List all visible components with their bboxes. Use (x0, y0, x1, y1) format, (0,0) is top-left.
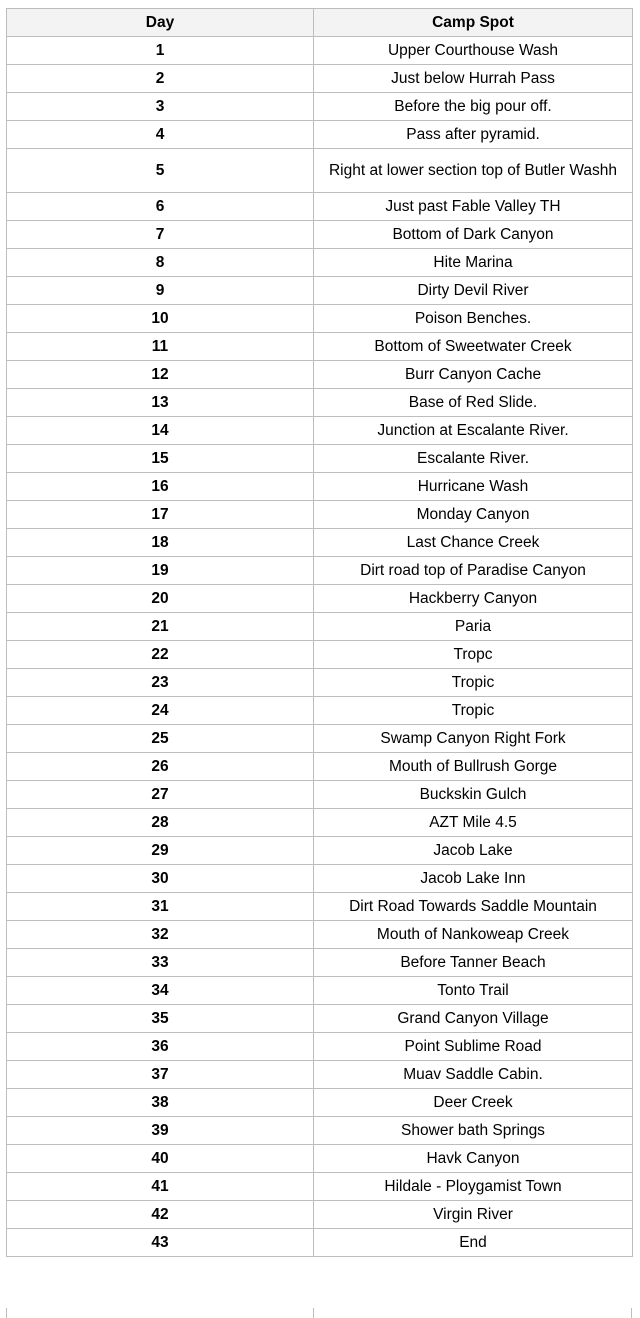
camp-spot-cell[interactable]: Shower bath Springs (314, 1117, 633, 1145)
camp-spot-cell[interactable]: Dirty Devil River (314, 277, 633, 305)
table-row (7, 641, 633, 669)
camp-spot-cell[interactable]: Bottom of Dark Canyon (314, 221, 633, 249)
day-cell[interactable]: 11 (7, 333, 314, 361)
table-row (7, 333, 633, 361)
camp-spot-cell[interactable]: Grand Canyon Village (314, 1005, 633, 1033)
camp-spot-cell[interactable]: Before the big pour off. (314, 93, 633, 121)
grid-line (313, 1308, 314, 1318)
camp-schedule-table (6, 8, 633, 1257)
table-row (7, 149, 633, 193)
camp-spot-cell[interactable]: Tonto Trail (314, 977, 633, 1005)
day-cell[interactable]: 28 (7, 809, 314, 837)
camp-spot-cell[interactable]: Mouth of Bullrush Gorge (314, 753, 633, 781)
camp-spot-cell[interactable]: Bottom of Sweetwater Creek (314, 333, 633, 361)
camp-spot-cell[interactable]: Muav Saddle Cabin. (314, 1061, 633, 1089)
camp-spot-cell[interactable]: Last Chance Creek (314, 529, 633, 557)
camp-spot-cell[interactable]: Just below Hurrah Pass (314, 65, 633, 93)
table-row (7, 865, 633, 893)
day-cell[interactable]: 33 (7, 949, 314, 977)
table-row (7, 921, 633, 949)
day-cell[interactable]: 24 (7, 697, 314, 725)
table-row (7, 753, 633, 781)
camp-spot-cell[interactable]: Tropic (314, 669, 633, 697)
day-cell[interactable]: 32 (7, 921, 314, 949)
camp-spot-cell[interactable]: Dirt Road Towards Saddle Mountain (314, 893, 633, 921)
day-cell[interactable]: 35 (7, 1005, 314, 1033)
table-row (7, 1173, 633, 1201)
table-row (7, 501, 633, 529)
camp-spot-cell[interactable]: Hackberry Canyon (314, 585, 633, 613)
table-row (7, 1089, 633, 1117)
camp-schedule-sheet (6, 8, 633, 1257)
table-row (7, 121, 633, 149)
header-row (7, 9, 633, 37)
table-row (7, 277, 633, 305)
table-row (7, 445, 633, 473)
day-cell[interactable]: 14 (7, 417, 314, 445)
day-cell[interactable]: 37 (7, 1061, 314, 1089)
day-cell[interactable]: 41 (7, 1173, 314, 1201)
camp-spot-cell[interactable]: Tropc (314, 641, 633, 669)
camp-spot-cell[interactable]: Poison Benches. (314, 305, 633, 333)
camp-spot-cell[interactable]: Monday Canyon (314, 501, 633, 529)
camp-spot-cell[interactable]: AZT Mile 4.5 (314, 809, 633, 837)
day-cell[interactable]: 12 (7, 361, 314, 389)
day-cell[interactable]: 7 (7, 221, 314, 249)
table-row (7, 1145, 633, 1173)
table-row (7, 557, 633, 585)
day-cell[interactable]: 30 (7, 865, 314, 893)
camp-spot-cell[interactable]: Swamp Canyon Right Fork (314, 725, 633, 753)
day-cell[interactable]: 22 (7, 641, 314, 669)
table-row (7, 1033, 633, 1061)
day-cell[interactable]: 10 (7, 305, 314, 333)
camp-spot-cell[interactable]: Tropic (314, 697, 633, 725)
day-cell[interactable]: 19 (7, 557, 314, 585)
day-cell[interactable]: 21 (7, 613, 314, 641)
camp-spot-cell[interactable]: Virgin River (314, 1201, 633, 1229)
table-row (7, 893, 633, 921)
grid-line (631, 1308, 632, 1318)
camp-spot-cell[interactable]: Paria (314, 613, 633, 641)
table-row (7, 249, 633, 277)
table-row (7, 37, 633, 65)
day-cell[interactable]: 36 (7, 1033, 314, 1061)
table-row (7, 809, 633, 837)
table-row (7, 361, 633, 389)
day-cell[interactable]: 6 (7, 193, 314, 221)
table-row (7, 977, 633, 1005)
camp-spot-cell[interactable]: Mouth of Nankoweap Creek (314, 921, 633, 949)
day-cell[interactable]: 27 (7, 781, 314, 809)
camp-spot-cell[interactable]: Buckskin Gulch (314, 781, 633, 809)
day-cell[interactable]: 31 (7, 893, 314, 921)
table-row (7, 417, 633, 445)
camp-spot-cell[interactable]: Base of Red Slide. (314, 389, 633, 417)
day-cell[interactable]: 38 (7, 1089, 314, 1117)
day-cell[interactable]: 8 (7, 249, 314, 277)
table-row (7, 781, 633, 809)
table-row (7, 529, 633, 557)
camp-spot-cell[interactable]: Deer Creek (314, 1089, 633, 1117)
day-cell[interactable]: 3 (7, 93, 314, 121)
camp-spot-cell[interactable]: Upper Courthouse Wash (314, 37, 633, 65)
day-cell[interactable]: 5 (7, 149, 314, 193)
camp-spot-cell[interactable]: Hurricane Wash (314, 473, 633, 501)
camp-spot-cell[interactable]: Jacob Lake Inn (314, 865, 633, 893)
camp-spot-cell[interactable]: Escalante River. (314, 445, 633, 473)
table-row (7, 193, 633, 221)
camp-spot-cell[interactable]: Jacob Lake (314, 837, 633, 865)
day-cell[interactable]: 26 (7, 753, 314, 781)
day-cell[interactable]: 16 (7, 473, 314, 501)
day-cell[interactable]: 29 (7, 837, 314, 865)
table-body (7, 37, 633, 1257)
day-cell[interactable]: 9 (7, 277, 314, 305)
table-row (7, 949, 633, 977)
column-header-day[interactable]: Day (7, 9, 314, 37)
table-row (7, 1229, 633, 1257)
camp-spot-cell[interactable]: Point Sublime Road (314, 1033, 633, 1061)
table-continuation (6, 1308, 632, 1318)
table-row (7, 1005, 633, 1033)
day-cell[interactable]: 43 (7, 1229, 314, 1257)
camp-spot-cell[interactable]: Just past Fable Valley TH (314, 193, 633, 221)
day-cell[interactable]: 25 (7, 725, 314, 753)
table-row (7, 585, 633, 613)
table-row (7, 1117, 633, 1145)
camp-spot-cell[interactable]: Junction at Escalante River. (314, 417, 633, 445)
day-cell[interactable]: 2 (7, 65, 314, 93)
camp-spot-cell[interactable]: Dirt road top of Paradise Canyon (314, 557, 633, 585)
day-cell[interactable]: 15 (7, 445, 314, 473)
table-row (7, 305, 633, 333)
day-cell[interactable]: 42 (7, 1201, 314, 1229)
day-cell[interactable]: 4 (7, 121, 314, 149)
day-cell[interactable]: 23 (7, 669, 314, 697)
camp-spot-cell[interactable]: Hildale - Ploygamist Town (314, 1173, 633, 1201)
table-row (7, 221, 633, 249)
day-cell[interactable]: 34 (7, 977, 314, 1005)
table-row (7, 389, 633, 417)
table-row (7, 473, 633, 501)
camp-spot-cell[interactable]: Hite Marina (314, 249, 633, 277)
camp-spot-cell[interactable]: Pass after pyramid. (314, 121, 633, 149)
table-row (7, 613, 633, 641)
camp-spot-cell[interactable]: Burr Canyon Cache (314, 361, 633, 389)
day-cell[interactable]: 1 (7, 37, 314, 65)
table-row (7, 65, 633, 93)
day-cell[interactable]: 20 (7, 585, 314, 613)
table-row (7, 93, 633, 121)
table-row (7, 725, 633, 753)
day-cell[interactable]: 17 (7, 501, 314, 529)
camp-spot-cell[interactable]: Havk Canyon (314, 1145, 633, 1173)
day-cell[interactable]: 39 (7, 1117, 314, 1145)
grid-line (6, 1308, 7, 1318)
camp-spot-cell[interactable]: Before Tanner Beach (314, 949, 633, 977)
table-row (7, 669, 633, 697)
column-header-camp-spot[interactable]: Camp Spot (314, 9, 633, 37)
camp-spot-cell[interactable]: End (314, 1229, 633, 1257)
day-cell[interactable]: 13 (7, 389, 314, 417)
table-row (7, 1061, 633, 1089)
table-row (7, 1201, 633, 1229)
table-row (7, 697, 633, 725)
day-cell[interactable]: 18 (7, 529, 314, 557)
table-row (7, 837, 633, 865)
day-cell[interactable]: 40 (7, 1145, 314, 1173)
camp-spot-cell[interactable]: Right at lower section top of Butler Washh (314, 149, 633, 193)
